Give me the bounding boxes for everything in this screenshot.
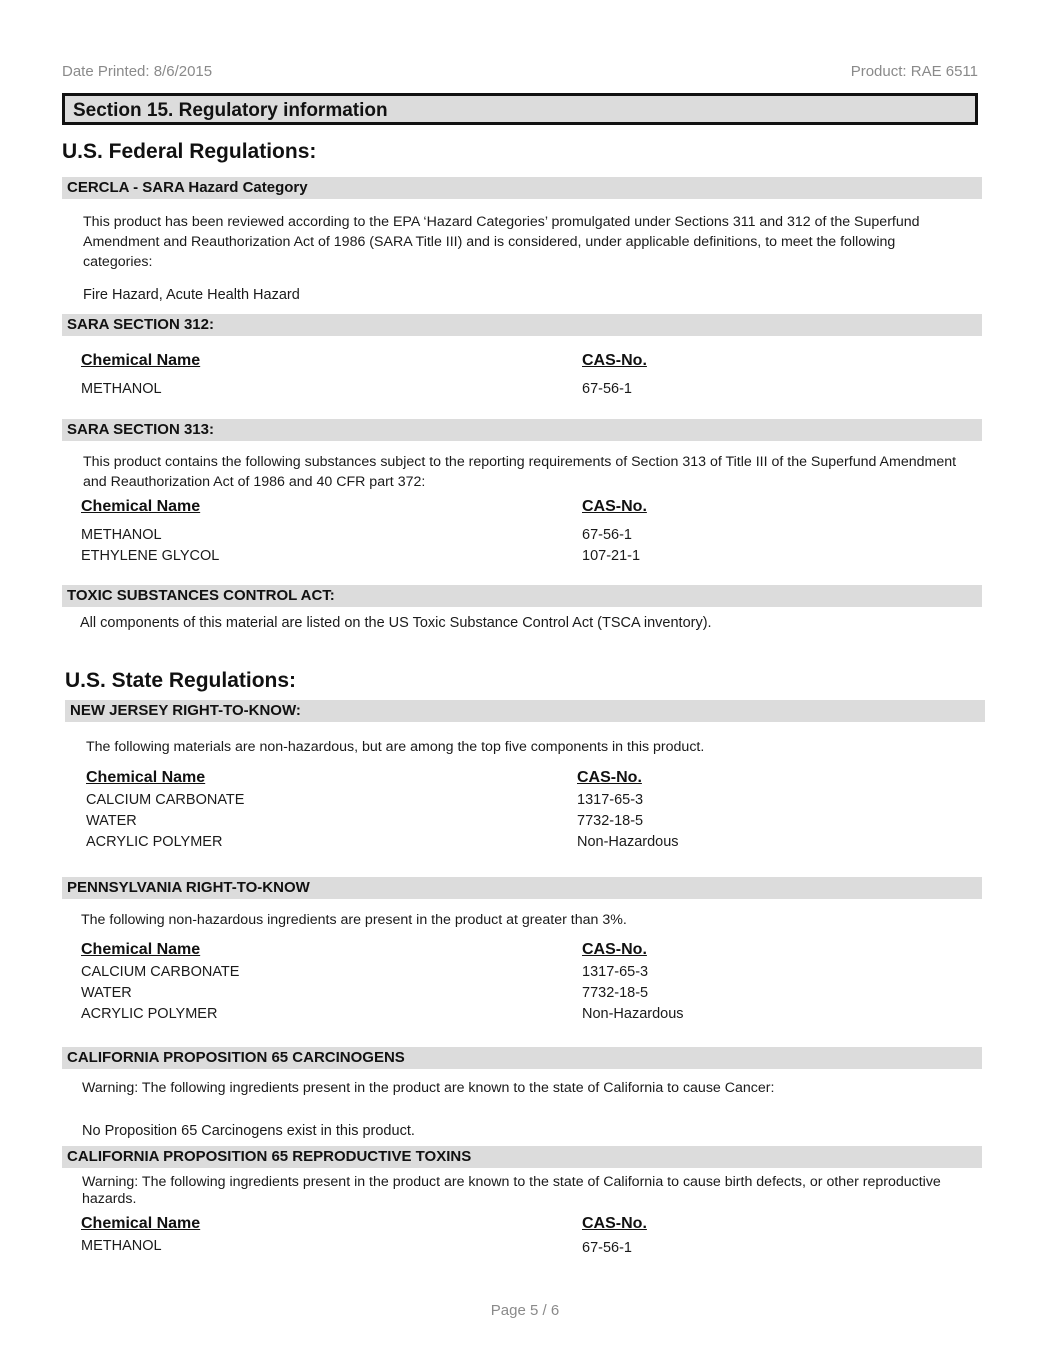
ca-repro-col-name: Chemical Name — [81, 1215, 201, 1232]
pa-row-name: WATER — [81, 985, 132, 1001]
sara313-row-name: METHANOL — [81, 527, 162, 543]
ca-repro-bar: CALIFORNIA PROPOSITION 65 REPRODUCTIVE TOXINS — [62, 1146, 982, 1168]
ca-repro-row-cas: 67-56-1 — [582, 1240, 632, 1256]
nj-row-name: ACRYLIC POLYMER — [86, 834, 223, 850]
pa-row-cas: 1317-65-3 — [582, 964, 649, 980]
nj-row-name: WATER — [86, 813, 137, 829]
nj-text: The following materials are non-hazardous, but are among the top five components in this product. — [86, 739, 705, 755]
ca-carcinogens-text: Warning: The following ingredients present in the product are known to the state of California to cause Cancer: — [82, 1080, 775, 1096]
sara313-row-cas: 67-56-1 — [582, 527, 632, 543]
cercla-bar: CERCLA - SARA Hazard Category — [62, 177, 982, 199]
section-title-box — [62, 93, 978, 125]
cercla-categories: Fire Hazard, Acute Health Hazard — [83, 287, 300, 303]
sara313-row-cas: 107-21-1 — [582, 548, 641, 564]
ca-repro-col-cas: CAS-No. — [582, 1215, 647, 1232]
pa-row-cas: Non-Hazardous — [582, 1006, 684, 1022]
ca-carcinogens-none: No Proposition 65 Carcinogens exist in this product. — [82, 1123, 415, 1139]
pa-row-name: CALCIUM CARBONATE — [81, 964, 240, 980]
nj-bar: NEW JERSEY RIGHT-TO-KNOW: — [65, 700, 985, 722]
section-title: Section 15. Regulatory information — [73, 100, 388, 121]
tsca-bar: TOXIC SUBSTANCES CONTROL ACT: — [62, 585, 982, 607]
sara313-col-name: Chemical Name — [81, 498, 201, 515]
nj-row-name: CALCIUM CARBONATE — [86, 792, 245, 808]
nj-row-cas: 1317-65-3 — [577, 792, 644, 808]
sara312-row-cas: 67-56-1 — [582, 381, 632, 397]
pa-row-cas: 7732-18-5 — [582, 985, 649, 1001]
ca-carcinogens-bar: CALIFORNIA PROPOSITION 65 CARCINOGENS — [62, 1047, 982, 1069]
sara312-col-name: Chemical Name — [81, 352, 201, 369]
tsca-text: All components of this material are listed on the US Toxic Substance Control Act (TSCA inventory). — [80, 615, 712, 631]
pa-text: The following non-hazardous ingredients are present in the product at greater than 3%. — [81, 912, 627, 928]
sara312-row-name: METHANOL — [81, 381, 162, 397]
sara312-bar: SARA SECTION 312: — [62, 314, 982, 336]
pa-row-name: ACRYLIC POLYMER — [81, 1006, 218, 1022]
federal-heading: U.S. Federal Regulations: — [62, 140, 317, 163]
nj-row-cas: 7732-18-5 — [577, 813, 644, 829]
nj-col-cas: CAS-No. — [577, 769, 642, 786]
sara313-col-cas: CAS-No. — [582, 498, 647, 515]
page-number: Page 5 / 6 — [490, 1302, 560, 1319]
sara313-bar: SARA SECTION 313: — [62, 419, 982, 441]
product-label: Product: RAE 6511 — [850, 63, 978, 80]
pa-col-name: Chemical Name — [81, 941, 201, 958]
ca-repro-text: Warning: The following ingredients present in the product are known to the state of California to cause birth defects, or other reproductive hazards. — [82, 1174, 941, 1207]
cercla-text: This product has been reviewed according to the EPA ‘Hazard Categories’ promulgated under Sections 311 and 312 of the Superfund Amendment and Reauthorization Act of 1986 (SARA Title III) and is considered, under applicable definitions, to meet the following categories: — [83, 214, 920, 270]
pa-col-cas: CAS-No. — [582, 941, 647, 958]
state-heading: U.S. State Regulations: — [65, 669, 297, 692]
sara313-row-name: ETHYLENE GLYCOL — [81, 548, 220, 564]
nj-col-name: Chemical Name — [86, 769, 206, 786]
ca-repro-row-name: METHANOL — [81, 1238, 162, 1254]
pa-bar: PENNSYLVANIA RIGHT-TO-KNOW — [62, 877, 982, 899]
nj-row-cas: Non-Hazardous — [577, 834, 679, 850]
sara313-text: This product contains the following substances subject to the reporting requirements of Section 313 of Title III of the Superfund Amendment and Reauthorization Act of 1986 and 40 CFR part 372: — [83, 454, 957, 490]
sara312-col-cas: CAS-No. — [582, 352, 647, 369]
date-printed: Date Printed: 8/6/2015 — [62, 63, 213, 80]
